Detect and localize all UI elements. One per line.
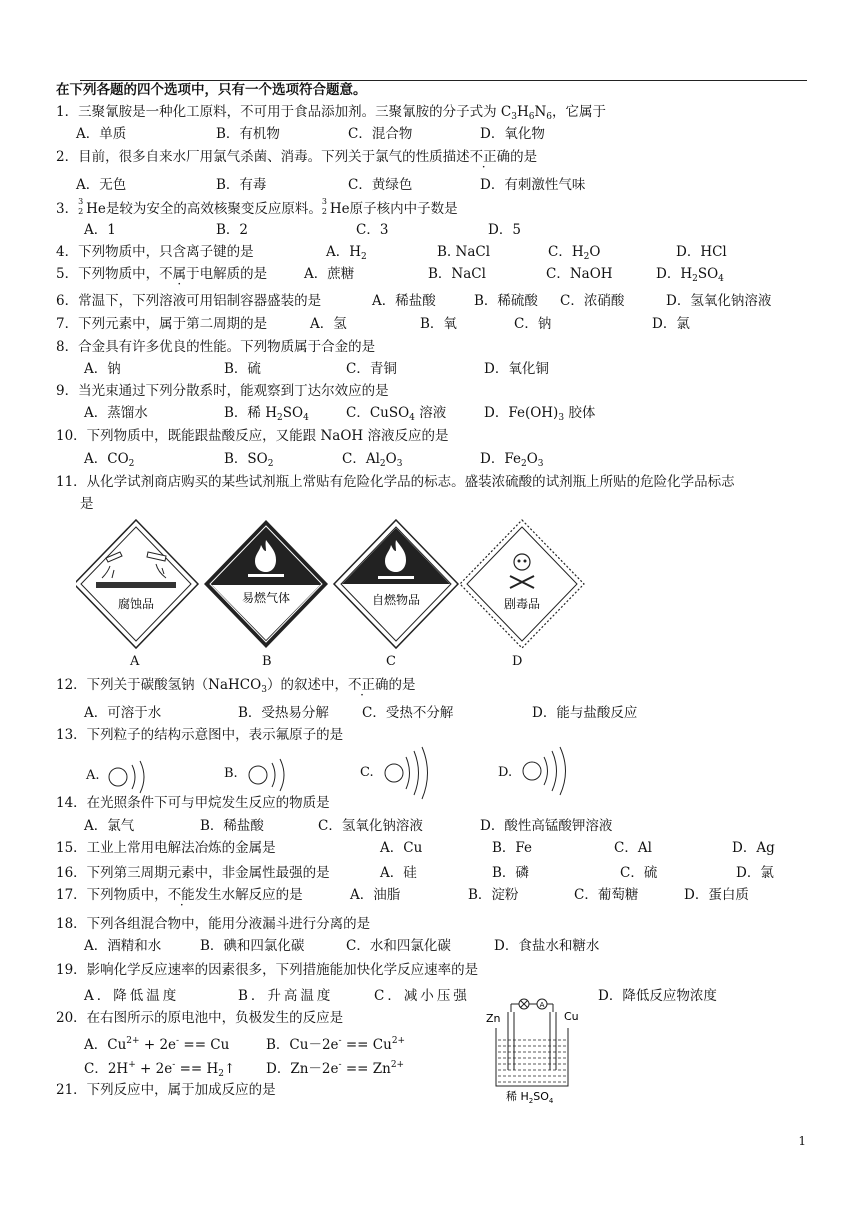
q9-option-d: D．$Fe(OH)_3$ 胶体	[484, 405, 596, 423]
ammeter-label: A	[539, 1001, 545, 1009]
q6-option-a: A．稀盐酸	[372, 293, 436, 309]
q20-option-c: C．$2H^+ + 2e^- == H_2↑$	[84, 1060, 236, 1079]
q1-option-c: C．混合物	[348, 126, 413, 142]
q8-option-c: C．青铜	[346, 361, 397, 377]
q4-option-b: B. NaCl	[437, 244, 491, 260]
q5-option-c: C．NaOH	[546, 266, 613, 282]
q4-option-a: A．$H_2$	[326, 244, 367, 262]
q11-label-a: A	[130, 654, 140, 669]
q13-option-d: D.	[498, 765, 513, 780]
hazard-sign-label-d: 剧毒品	[503, 597, 541, 611]
q11-label-c: C	[386, 654, 396, 669]
q19-option-a: A．降低温度	[84, 988, 180, 1004]
electrolyte-label: 稀 $H_2SO_4$	[506, 1090, 554, 1104]
question-4: 4．下列物质中，只含离子键的是	[56, 244, 254, 260]
cu-electrode-label: Cu	[564, 1010, 579, 1023]
q2-option-b: B．有毒	[216, 177, 267, 193]
hazard-sign-label-b: 易燃气体	[241, 591, 291, 605]
q9-option-c: C．CuSO$_4$ 溶液	[346, 405, 447, 423]
question-3: 3． 3 2 He是较为安全的高效核聚变反应原料。 3 2 He原子核内中子数是	[56, 197, 458, 217]
q5-option-b: B．NaCl	[428, 266, 486, 282]
q7-option-c: C．钠	[514, 316, 552, 332]
question-18: 18．下列各组混合物中，能用分液漏斗进行分离的是	[56, 916, 371, 932]
q12-option-b: B．受热易分解	[238, 705, 329, 721]
top-rule	[80, 80, 807, 81]
question-15: 15．工业上常用电解法冶炼的金属是	[56, 840, 276, 856]
q18-option-a: A．酒精和水	[84, 938, 162, 954]
q7-option-a: A．氢	[310, 316, 347, 332]
hazard-sign-flammable-gas	[204, 520, 328, 648]
question-12: 12．下列关于碳酸氢钠（NaHCO$_3$）的叙述中，不正确的是	[56, 677, 416, 695]
page-number: 1	[798, 1134, 806, 1148]
question-8: 8．合金具有许多优良的性能。下列物质属于合金的是	[56, 339, 376, 355]
q14-option-d: D．酸性高锰酸钾溶液	[480, 818, 613, 834]
q10-option-b: B．$SO_2$	[224, 451, 274, 469]
q9-option-a: A．蒸馏水	[84, 405, 148, 421]
question-14: 14．在光照条件下可与甲烷发生反应的物质是	[56, 795, 330, 811]
atom-diagram-a	[109, 761, 144, 793]
q2-option-d: D．有刺激性气味	[480, 177, 586, 193]
q10-option-c: C．$Al_2O_3$	[342, 451, 403, 469]
q4-option-c: C．$H_2O$	[548, 244, 601, 262]
question-10: 10．下列物质中，既能跟盐酸反应，又能跟 NaOH 溶液反应的是	[56, 428, 449, 444]
q19-option-d: D．降低反应物浓度	[598, 988, 717, 1004]
q13-option-b: B.	[224, 766, 238, 781]
q16-option-c: C．硫	[620, 865, 658, 881]
q6-option-d: D．氢氧化钠溶液	[666, 293, 772, 309]
question-20: 20．在右图所示的原电池中，负极发生的反应是	[56, 1010, 344, 1026]
q6-option-b: B．稀硫酸	[474, 293, 538, 309]
q3-option-d: D．5	[488, 222, 521, 238]
q20-option-b: B．$Cu-2e^- == Cu^{2+}$	[266, 1036, 406, 1053]
hazard-sign-corrosive	[76, 520, 198, 648]
q16-option-b: B．磷	[492, 865, 529, 881]
question-17: 17．下列物质中，不能发生水解反应的是	[56, 887, 303, 903]
hazard-signs	[76, 518, 596, 654]
q1-option-d: D．氧化物	[480, 126, 545, 142]
q6-option-c: C．浓硝酸	[560, 293, 625, 309]
q15-option-c: C．Al	[614, 840, 652, 856]
q16-option-d: D．氯	[736, 865, 774, 881]
q14-option-a: A．氯气	[84, 818, 135, 834]
q15-option-a: A．Cu	[380, 840, 423, 856]
q18-option-c: C．水和四氯化碳	[346, 938, 451, 954]
question-1: 1．三聚氰胺是一种化工原料，不可用于食品添加剂。三聚氰胺的分子式为 $C_3H_6N_6$，它属于	[56, 104, 607, 122]
q20-option-a: A．$Cu^{2+} + 2e^- == Cu$	[84, 1036, 230, 1053]
question-21: 21．下列反应中，属于加成反应的是	[56, 1082, 276, 1098]
question-16: 16．下列第三周期元素中，非金属性最强的是	[56, 865, 330, 881]
q1-option-b: B．有机物	[216, 126, 280, 142]
q4-option-d: D．HCl	[676, 244, 727, 260]
question-6: 6．常温下，下列溶液可用铝制容器盛装的是	[56, 293, 322, 309]
hazard-sign-self-igniting	[334, 520, 458, 648]
q10-option-d: D．$Fe_2O_3$	[480, 451, 544, 469]
q8-option-d: D．氧化铜	[484, 361, 549, 377]
hazard-sign-label-c: 自燃物品	[371, 593, 421, 607]
question-7: 7．下列元素中，属于第二周期的是	[56, 316, 268, 332]
hazard-sign-label-a: 腐蚀品	[117, 597, 155, 611]
q9-option-b: B．稀 $H_2SO_4$	[224, 405, 309, 423]
q12-option-c: C．受热不分解	[362, 705, 454, 721]
q3-option-b: B．2	[216, 222, 249, 238]
zn-electrode-label: Zn	[486, 1012, 501, 1025]
section-heading: 在下列各题的四个选项中，只有一个选项符合题意。	[56, 82, 367, 98]
q12-option-d: D．能与盐酸反应	[532, 705, 638, 721]
q19-option-b: B．升高温度	[238, 988, 334, 1004]
galvanic-cell-diagram	[480, 998, 590, 1104]
q20-option-d: D．$Zn-2e^- == Zn^{2+}$	[266, 1060, 405, 1077]
atom-diagram-c	[385, 747, 428, 799]
q11-label-d: D	[512, 654, 523, 669]
question-13: 13．下列粒子的结构示意图中，表示氟原子的是	[56, 727, 344, 743]
question-5: 5．下列物质中，不属于电解质的是	[56, 266, 268, 282]
question-11: 11．从化学试剂商店购买的某些试剂瓶上常贴有危险化学品的标志。盛装浓硫酸的试剂瓶上所贴的危险化学品标志	[56, 474, 735, 490]
q2-option-a: A．无色	[76, 177, 127, 193]
q1-option-a: A．单质	[76, 126, 127, 142]
q14-option-b: B．稀盐酸	[200, 818, 264, 834]
q3-option-a: A．1	[84, 222, 116, 238]
q8-option-b: B．硫	[224, 361, 261, 377]
q3-option-c: C．3	[356, 222, 389, 238]
q18-option-d: D．食盐水和糖水	[494, 938, 600, 954]
q16-option-a: A．硅	[380, 865, 417, 881]
q2-option-c: C．黄绿色	[348, 177, 413, 193]
atom-diagram-b	[249, 759, 284, 791]
q17-option-a: A．油脂	[350, 887, 401, 903]
q5-option-d: D．$H_2SO_4$	[656, 266, 724, 284]
q7-option-b: B．氧	[420, 316, 457, 332]
q17-option-c: C．葡萄糖	[574, 887, 639, 903]
question-9: 9．当光束通过下列分散系时，能观察到丁达尔效应的是	[56, 383, 389, 399]
q13-option-c: C.	[360, 765, 374, 780]
question-19: 19．影响化学反应速率的因素很多，下列措施能加快化学反应速率的是	[56, 962, 479, 978]
q18-option-b: B．碘和四氯化碳	[200, 938, 305, 954]
question-11-cont: 是	[80, 496, 94, 512]
q13-option-a: A.	[86, 768, 100, 783]
hazard-sign-toxic	[460, 520, 584, 648]
q7-option-d: D．氯	[652, 316, 690, 332]
q14-option-c: C．氢氧化钠溶液	[318, 818, 423, 834]
q12-option-a: A．可溶于水	[84, 705, 162, 721]
q15-option-b: B．Fe	[492, 840, 533, 856]
q17-option-b: B．淀粉	[468, 887, 519, 903]
q17-option-d: D．蛋白质	[684, 887, 749, 903]
q15-option-d: D．Ag	[732, 840, 775, 856]
atom-diagram-d	[523, 747, 566, 795]
question-2: 2．目前，很多自来水厂用氯气杀菌、消毒。下列关于氯气的性质描述不正确的是	[56, 149, 538, 165]
q5-option-a: A．蔗糖	[304, 266, 355, 282]
q8-option-a: A．钠	[84, 361, 121, 377]
q10-option-a: A．$CO_2$	[84, 451, 135, 469]
q19-option-c: C．减小压强	[374, 988, 470, 1004]
q11-label-b: B	[262, 654, 272, 669]
